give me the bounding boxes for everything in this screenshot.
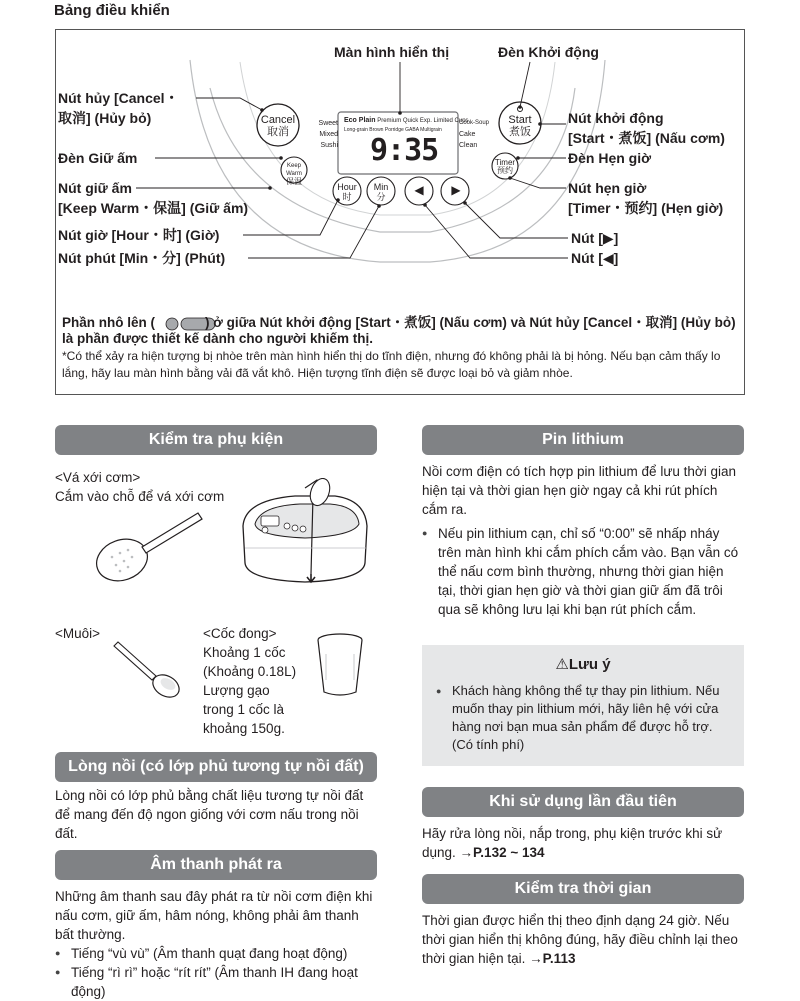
label-timer-lamp: Đèn Hẹn giờ [568, 150, 652, 166]
rice-cooker-image [235, 478, 375, 593]
label-timer-button-2: [Timer・预约] (Hẹn giờ) [568, 200, 724, 216]
raised-part-note: Phần nhô lên ( ) ở giữa Nút khởi động [Start・煮饭] (Nấu cơm) và Nút hủy [Cancel・取消] (Hủy bỏ) là phần được thiết kế dành cho người khiếm thị. [62, 315, 736, 346]
label-keep-warm-button-1: Nút giữ ấm [58, 180, 132, 196]
label-start-lamp: Đèn Khởi động [498, 44, 599, 60]
label-keep-warm-lamp: Đèn Giữ ấm [58, 150, 138, 166]
warning-icon: ⚠ [555, 656, 569, 673]
ladle-image [108, 640, 188, 700]
battery-heading: Pin lithium [422, 425, 744, 455]
inner-pot-text: Lòng nồi có lớp phủ bằng chất liệu tương tự nồi đất để mang đến độ ngon giống với cơm nấu trong nồi đất. [55, 788, 364, 841]
cup-description: Khoảng 1 cốc (Khoảng 0.18L) Lượng gạo trong 1 cốc là khoảng 150g. [203, 645, 297, 736]
first-use-page-ref: →P.132 ~ 134 [459, 845, 545, 860]
accessories-heading: Kiểm tra phụ kiện [55, 425, 377, 455]
inner-pot-heading: Lòng nồi (có lớp phủ tương tự nồi đất) [55, 752, 377, 782]
keep-warm-button-label: Keep Warm 保温 [286, 163, 302, 186]
start-button-label: Start 煮饭 [508, 114, 532, 138]
label-cancel-button-1: Nút hủy [Cancel・ [58, 90, 179, 106]
paddle-description: Cắm vào chỗ để vá xới cơm [55, 489, 225, 504]
static-electricity-note: *Có thể xảy ra hiện tượng bị nhòe trên màn hình hiển thị do tĩnh điện, nhưng đó không phải là bị hỏng. Nếu bạn cảm thấy lo lắng, hãy lau màn hình bằng vải đã vắt khô. Hiện tượng tĩnh điện sẽ được loại bỏ và giảm nhòe. [62, 349, 721, 380]
display-time: 9:35 [370, 133, 439, 168]
right-arrow-icon: ▶ [451, 183, 461, 197]
label-display: Màn hình hiển thị [334, 44, 450, 60]
label-start-button-2: [Start・煮饭] (Nấu cơm) [568, 130, 725, 146]
display-menu-top: Eco Plain Premium Quick Exp. Limited Cups Long-grain Brown Porridge GABA Multigrain [344, 117, 469, 133]
battery-bullet: ● Nếu pin lithium cạn, chỉ số “0:00” sẽ nhấp nháy trên màn hình khi cắm phích cắm vào. Bạn vẫn có thể nấu cơm bình thường, nhưng thời gian hiện tại, thời gian hẹn giờ và thời gian giữ ấm đã trôi qua sẽ không lưu lại khi bạn rút phích cắm. [422, 524, 744, 619]
ladle-label: <Muôi> [55, 626, 101, 641]
cup-label: <Cốc đong> [203, 626, 277, 641]
caution-title: ⚠Lưu ý [555, 656, 611, 673]
label-cancel-button-2: 取消] (Hủy bỏ) [58, 110, 152, 126]
sounds-heading: Âm thanh phát ra [55, 850, 377, 880]
display-menu-right: Cook-Soup Cake Clean [459, 120, 490, 149]
timer-button-label: Timer 预约 [494, 158, 516, 175]
left-arrow-icon: ◀ [414, 183, 424, 197]
paddle-label: <Vá xới cơm> [55, 470, 141, 485]
first-use-text: Hãy rửa lòng nồi, nắp trong, phụ kiện trước khi sử dụng. →P.132 ~ 134 [422, 826, 723, 860]
sounds-text: Những âm thanh sau đây phát ra từ nồi cơm điện khi nấu cơm, giữ ấm, hâm nóng, không phải âm thanh bất thường. [55, 889, 373, 942]
cancel-button-label: Cancel 取消 [260, 114, 296, 138]
display-menu-left: Sweet Mixed Sushi [318, 120, 338, 149]
time-check-page-ref: →P.113 [529, 951, 576, 966]
time-check-heading: Kiểm tra thời gian [422, 874, 744, 904]
label-min-button: Nút phút [Min・分] (Phút) [58, 250, 226, 266]
first-use-heading: Khi sử dụng lần đầu tiên [422, 787, 744, 817]
hour-button-label: Hour 时 [337, 182, 357, 202]
sound-item-1: ● Tiếng “vù vù” (Âm thanh quạt đang hoạt động) [55, 944, 377, 963]
battery-text: Nồi cơm điện có tích hợp pin lithium để lưu thời gian hiện tại và thời gian hẹn giờ ngay cả khi rút phích cắm ra. [422, 464, 736, 517]
label-keep-warm-button-2: [Keep Warm・保温] (Giữ ấm) [58, 200, 249, 216]
measuring-cup-image [312, 630, 368, 700]
time-check-text: Thời gian được hiển thị theo định dạng 24 giờ. Nếu thời gian hiển thị không đúng, hãy điều chỉnh lại theo thời gian hiện tại. →P.113 [422, 913, 738, 966]
label-right-button: Nút [▶] [571, 230, 619, 246]
caution-text: ● Khách hàng không thể tự thay pin lithium. Nếu muốn thay pin lithium mới, hãy liên hệ với cửa hàng nơi bạn mua sản phẩm để được hỗ trợ. (Có tính phí) [436, 682, 736, 754]
rice-paddle-image [90, 505, 210, 595]
label-start-button-1: Nút khởi động [568, 110, 664, 126]
min-button-label: Min 分 [373, 182, 389, 202]
label-timer-button-1: Nút hẹn giờ [568, 180, 647, 196]
label-hour-button: Nút giờ [Hour・时] (Giờ) [58, 227, 220, 243]
section-heading-control-panel: Bảng điều khiển [54, 2, 170, 19]
label-left-button: Nút [◀] [571, 250, 619, 266]
sound-item-2: ● Tiếng “rì rì” hoặc “rít rít” (Âm thanh IH đang hoạt động) [55, 963, 377, 1001]
